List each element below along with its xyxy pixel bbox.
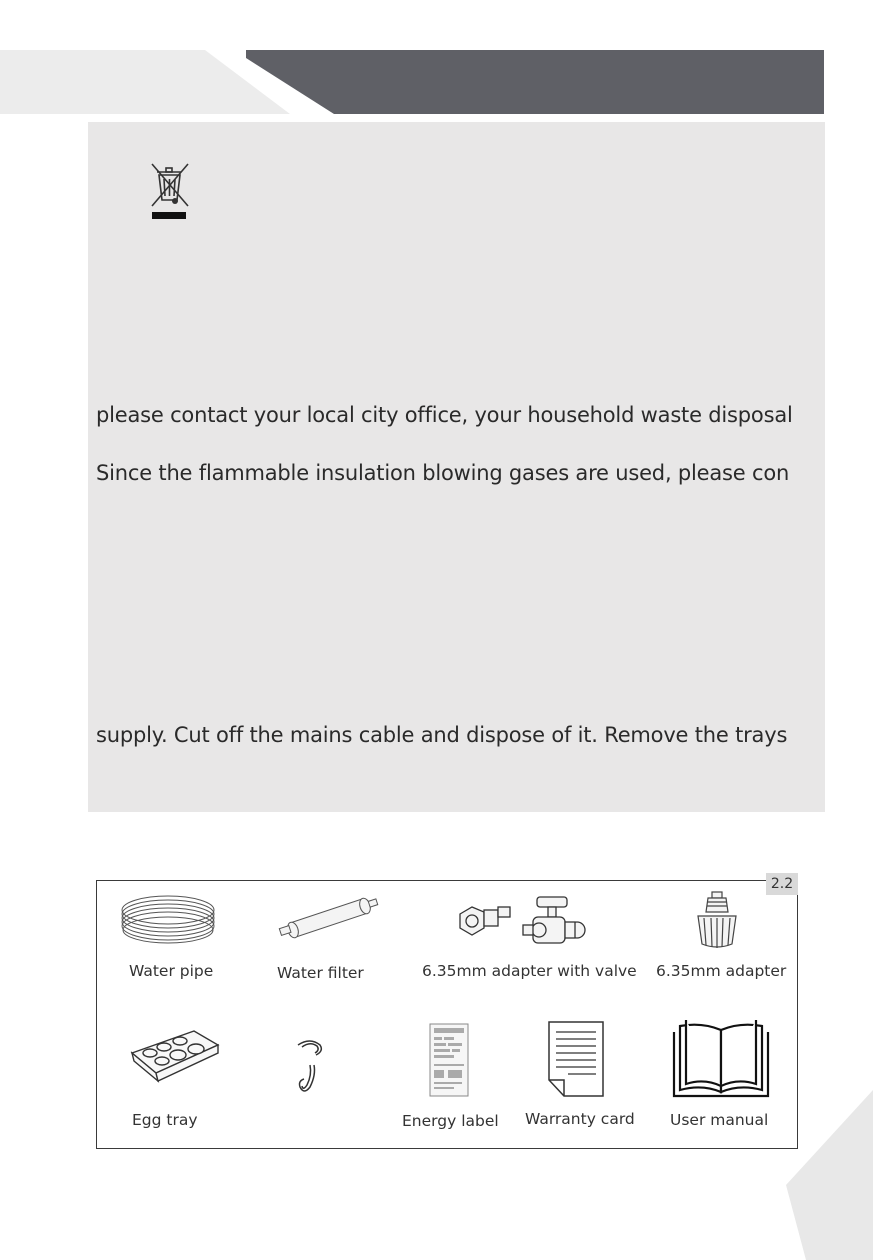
water-filter-label: Water filter — [277, 964, 364, 982]
egg-tray-label: Egg tray — [132, 1111, 198, 1129]
header-tab-dark — [246, 50, 824, 114]
section-badge: 2.2 — [766, 873, 798, 895]
hooks-icon — [288, 1035, 332, 1099]
disposal-text-line-1: please contact your local city office, your household waste disposal — [96, 403, 793, 427]
weee-bin-icon — [150, 162, 190, 222]
energy-label-label: Energy label — [402, 1112, 499, 1130]
water-filter-icon — [276, 893, 380, 945]
page-corner-tab — [786, 1090, 873, 1260]
water-pipe-label: Water pipe — [129, 962, 214, 980]
header-tab-light — [0, 50, 290, 114]
egg-tray-icon — [128, 1027, 222, 1085]
warranty-card-icon — [546, 1020, 606, 1098]
user-manual-label: User manual — [670, 1111, 769, 1129]
adapter-valve-label: 6.35mm adapter with valve — [422, 962, 637, 980]
disposal-text-line-2: Since the flammable insulation blowing gases are used, please con — [96, 461, 790, 485]
user-manual-icon — [672, 1016, 770, 1098]
adapter-valve-icon — [455, 892, 595, 952]
warranty-card-label: Warranty card — [525, 1110, 635, 1128]
disposal-text-line-3: supply. Cut off the mains cable and dispose of it. Remove the trays — [96, 723, 788, 747]
energy-label-icon — [428, 1022, 472, 1098]
adapter-label: 6.35mm adapter — [656, 962, 787, 980]
adapter-icon — [692, 890, 742, 952]
water-pipe-icon — [118, 888, 218, 950]
